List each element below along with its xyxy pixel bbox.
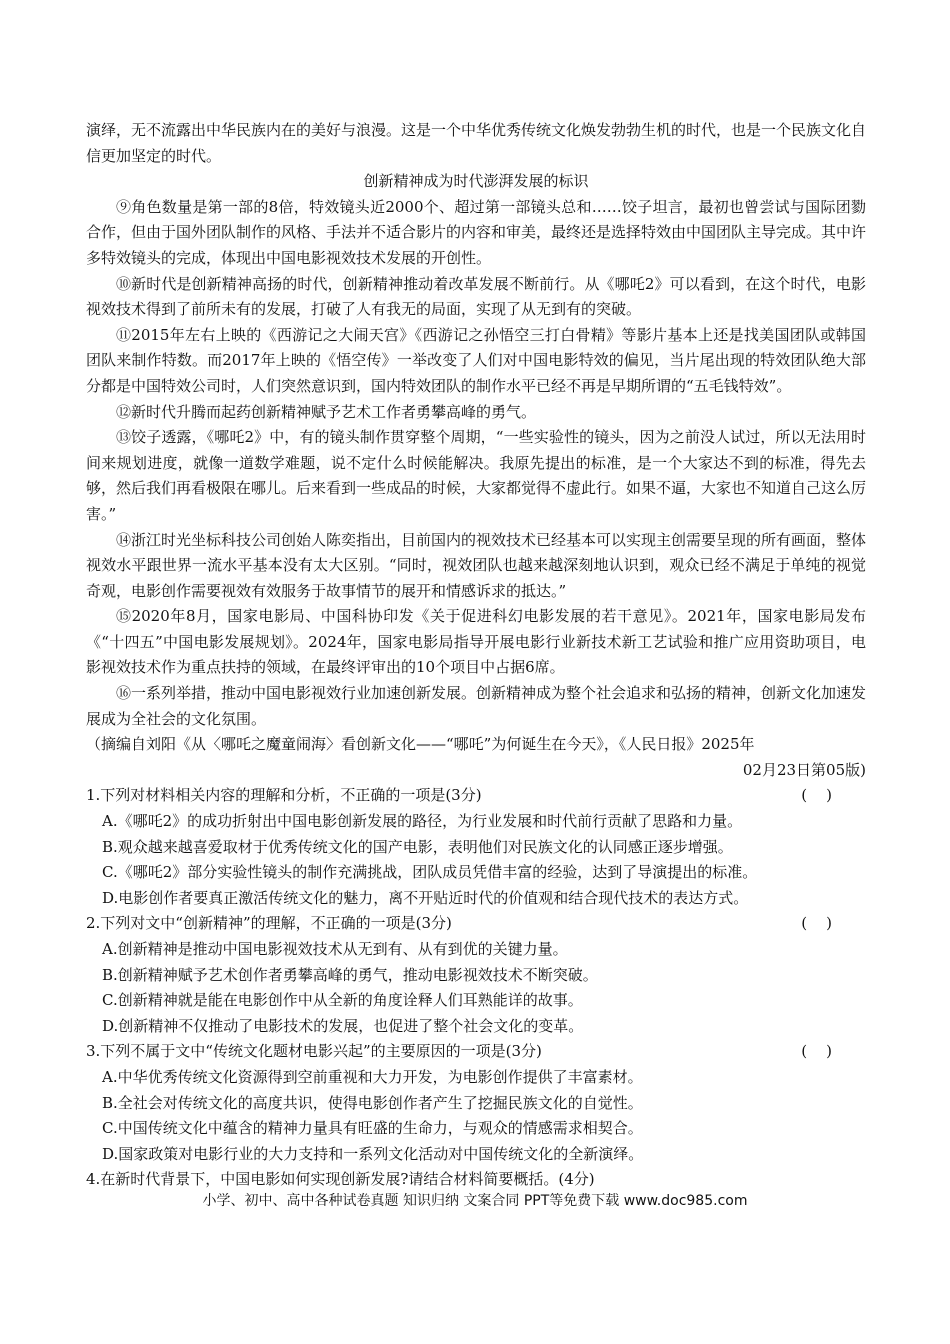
question-stem: 3.下列不属于文中“传统文化题材电影兴起”的主要原因的一项是(3分) (86, 1042, 542, 1061)
document-body (86, 118, 866, 1193)
question-3 (86, 1039, 866, 1167)
option-c: C.中国传统文化中蕴含的精神力量具有旺盛的生命力，与观众的情感需求相契合。 (102, 1119, 643, 1138)
option-b: B.观众越来越喜爱取材于优秀传统文化的国产电影，表明他们对民族文化的认同感正逐步增强。 (102, 837, 733, 856)
option-d: D.创新精神不仅推动了电影技术的发展，也促进了整个社会文化的变革。 (102, 1016, 584, 1035)
option-a: A.《哪吒2》的成功折射出中国电影创新发展的路径，为行业发展和时代前行贡献了思路和力量。 (102, 812, 743, 831)
answer-bracket: ( ) (801, 914, 832, 933)
paragraph-12: ⑫新时代升腾而起药创新精神赋予艺术工作者勇攀高峰的勇气。 (116, 402, 537, 421)
section-heading: 创新精神成为时代澎湃发展的标识 (363, 172, 589, 191)
option-d: D.电影创作者要真正激活传统文化的魅力，离不开贴近时代的价值观和结合现代技术的表达方式。 (102, 888, 749, 907)
continued-paragraph: 演绎，无不流露出中华民族内在的美好与浪漫。这是一个中华优秀传统文化焕发勃勃生机的时代，也是一个民族文化自信更加坚定的时代。 (86, 121, 867, 165)
option-a: A.中华优秀传统文化资源得到空前重视和大力开发，为电影创作提供了丰富素材。 (102, 1067, 643, 1086)
question-1 (86, 783, 866, 911)
paragraph-10: ⑩新时代是创新精神高扬的时代，创新精神推动着改革发展不断前行。从《哪吒2》可以看到，在这个时代，电影视效技术得到了前所未有的发展，打破了人有我无的局面，实现了从无到有的突破。 (86, 274, 866, 319)
answer-bracket: ( ) (801, 1042, 832, 1061)
paragraph-16: ⑯一系列举措，推动中国电影视效行业加速创新发展。创新精神成为整个社会追求和弘扬的精神，创新文化加速发展成为全社会的文化氛围。 (86, 684, 867, 728)
source-citation-date: 02月23日第05版) (742, 760, 866, 779)
paragraph-9: ⑨角色数量是第一部的8倍，特效镜头近2000个、超过第一部镜头总和……饺子坦言，最初也曾尝试与国际团勠合作，但由于国外团队制作的风格、手法并不适合影片的内容和审美，最终还是选择特效由中国团队主导完成。其中许多特效镜头的完成，体现出中国电影视效技术发展的开创性。 (86, 197, 867, 267)
paragraph-15: ⑮2020年8月，国家电影局、中国科协印发《关于促进科幻电影发展的若干意见》。2021年，国家电影局发布《“十四五”中国电影发展规划》。2024年，国家电影局指导开展电影行业新技术新工艺试验和推广应用资助项目，电影视效技术作为重点扶持的领域，在最终评审出的10个项目中占据6席。 (86, 607, 866, 677)
paragraph-13: ⑬饺子透露，《哪吒2》中，有的镜头制作贯穿整个周期，“一些实验性的镜头，因为之前没人试过，所以无法用时间来规划进度，就像一道数学难题，说不定什么时候能解决。我原先提出的标准，是一个大家达不到的标准，得先去够，然后我们再看极限在哪儿。后来看到一些成品的时候，大家都觉得不虚此行。如果不逼，大家也不知道自己这么厉害。” (86, 428, 867, 523)
option-a: A.创新精神是推动中国电影视效技术从无到有、从有到优的关键力量。 (102, 940, 568, 958)
paragraph-14: ⑭浙江时光坐标科技公司创始人陈奕指出，目前国内的视效技术已经基本可以实现主创需要呈现的所有画面，整体视效水平跟世界一流水平基本没有太大区别。“同时，视效团队也越来越深刻地认识到，观众已经不满足于单纯的视觉奇观，电影创作需要视效有效服务于故事情节的展开和情感诉求的抵达。” (86, 530, 867, 600)
source-citation: （摘编自刘阳《从〈哪吒之魔童闹海〉看创新文化——“哪吒”为何诞生在今天》，《人民日报》2025年 (86, 735, 755, 754)
option-d: D.国家政策对电影行业的大力支持和一系列文化活动对中国传统文化的全新演绎。 (102, 1144, 644, 1163)
question-2 (86, 911, 866, 1039)
page-footer[interactable]: 小学、初中、高中各种试卷真题 知识归纳 文案合同 PPT等免费下载 www.doc985.com (202, 1193, 748, 1209)
option-b: B.创新精神赋予艺术创作者勇攀高峰的勇气，推动电影视效技术不断突破。 (102, 965, 598, 984)
paragraph-11: ⑪2015年左右上映的《西游记之大闹天宫》《西游记之孙悟空三打白骨精》等影片基本上还是找美国团队或韩国团队来制作特数。而2017年上映的《悟空传》一举改变了人们对中国电影特效的偏见，当片尾出现的特效团队绝大部分都是中国特效公司时，人们突然意识到，国内特效团队的制作水平已经不再是早期所谓的“五毛钱特效”。 (86, 325, 866, 395)
question-stem: 2.下列对文中“创新精神”的理解，不正确的一项是(3分) (86, 914, 452, 933)
option-c: C.创新精神就是能在电影创作中从全新的角度诠释人们耳熟能详的故事。 (102, 991, 583, 1010)
question-stem: 4.在新时代背景下，中国电影如何实现创新发展?请结合材料简要概括。(4分) (86, 1170, 595, 1189)
question-stem: 1.下列对材料相关内容的理解和分析，不正确的一项是(3分) (86, 786, 482, 805)
option-b: B.全社会对传统文化的高度共识，使得电影创作者产生了挖掘民族文化的自觉性。 (102, 1093, 643, 1112)
answer-bracket: ( ) (801, 786, 832, 805)
option-c: C.《哪吒2》部分实验性镜头的制作充满挑战，团队成员凭借丰富的经验，达到了导演提出的标准。 (102, 863, 758, 882)
